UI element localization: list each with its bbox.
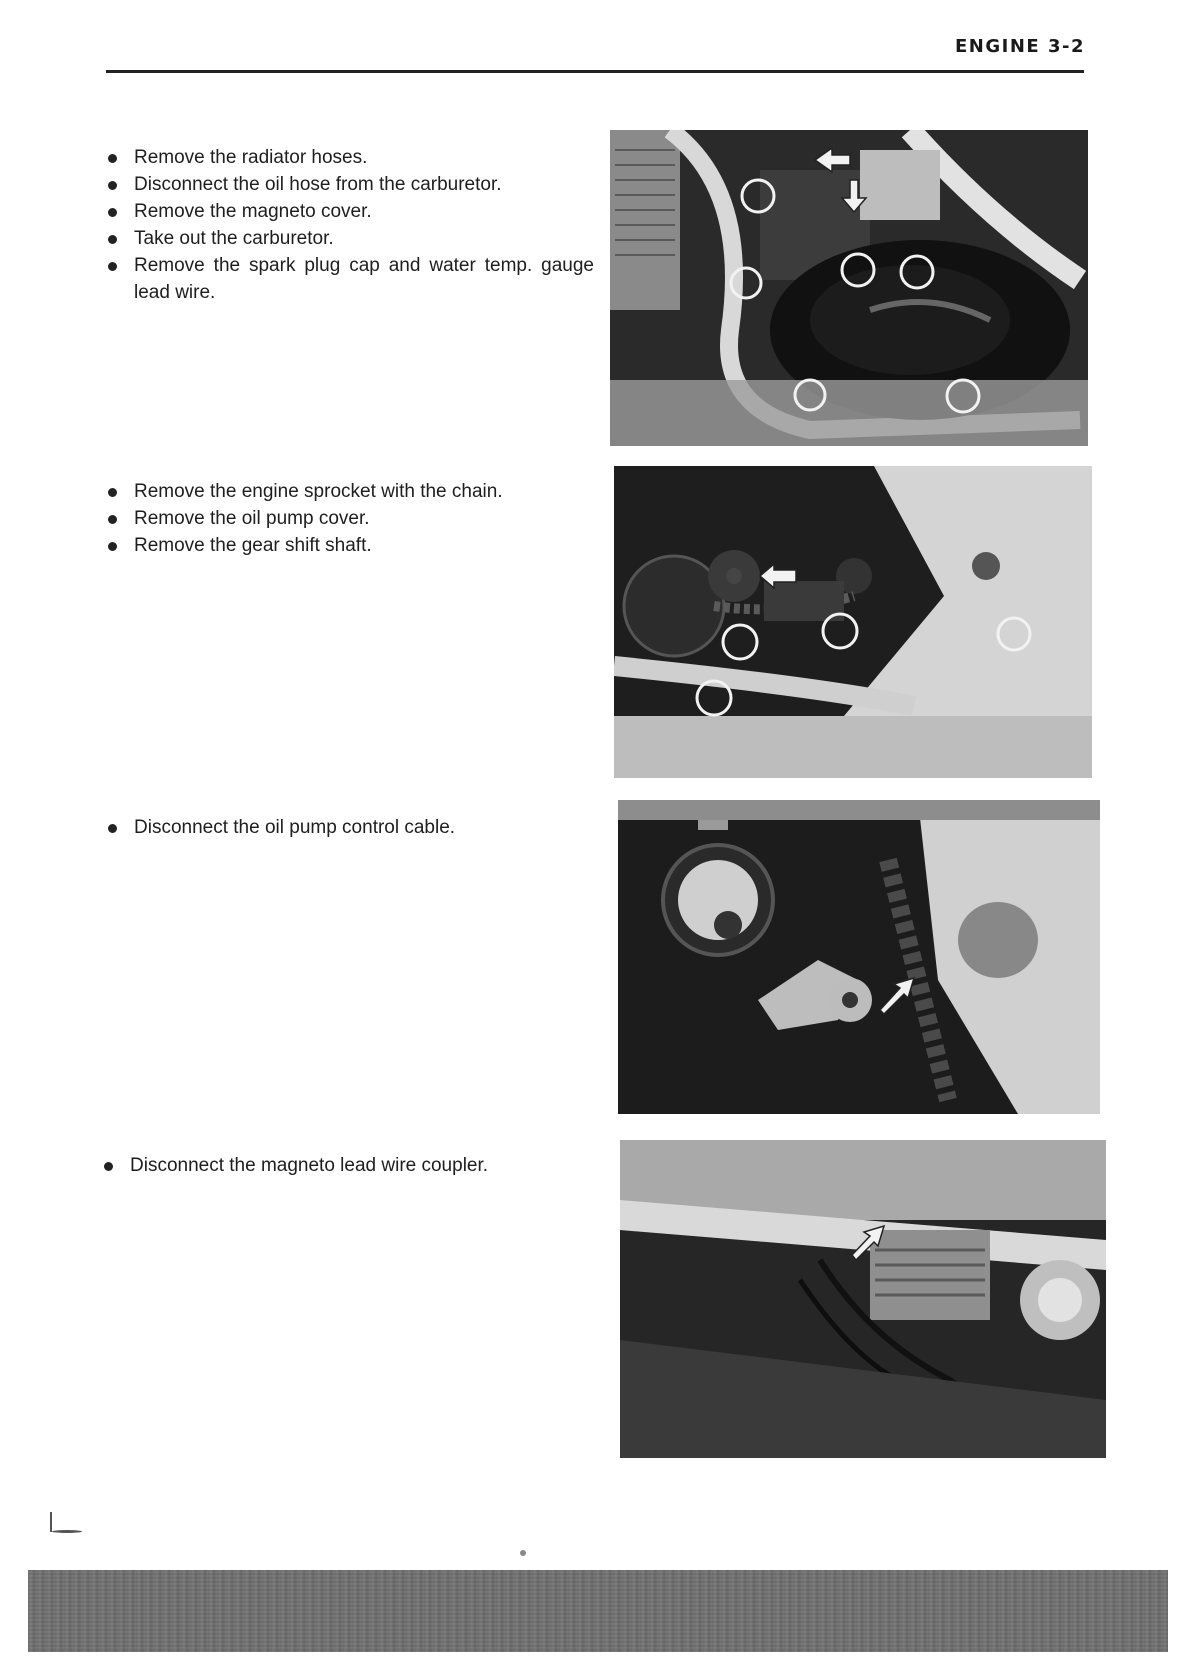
photo-oil-pump [618,800,1100,1114]
step-2-list [104,478,594,559]
header-rule [106,70,1084,73]
step-2-instructions [104,478,594,559]
list-item [104,252,594,306]
bullet-icon [108,515,117,524]
list-item [100,1152,590,1179]
list-item [104,814,594,841]
step-3-list [104,814,594,841]
list-item-text: Remove the magneto cover. [134,201,372,222]
scan-artifact [52,1530,82,1533]
bullet-icon [108,542,117,551]
list-item-text: Remove the engine sprocket with the chain. [134,481,503,502]
list-item [104,532,594,559]
list-item [104,171,594,198]
footer-scan-band [28,1570,1168,1652]
scan-artifact [520,1550,526,1556]
list-item [104,505,594,532]
scan-artifact [50,1512,52,1532]
photo-engine-sprocket [614,466,1092,778]
list-item-text: Disconnect the oil hose from the carburetor. [134,174,502,195]
bullet-icon [108,262,117,271]
list-item-text: Disconnect the oil pump control cable. [134,817,456,838]
list-item-text: Take out the carburetor. [134,228,334,249]
step-4-list [100,1152,590,1179]
bullet-icon [108,824,117,833]
list-item [104,144,594,171]
list-item-text: Disconnect the magneto lead wire coupler. [130,1155,489,1176]
bullet-icon [108,235,117,244]
photo-magneto-coupler [620,1140,1106,1458]
list-item-text: Remove the gear shift shaft. [134,535,372,556]
step-4-instructions [100,1152,590,1179]
step-3-instructions [104,814,594,841]
list-item [104,478,594,505]
page-header-label: ENGINE 3-2 [955,36,1085,57]
bullet-icon [108,488,117,497]
step-1-list [104,144,594,306]
bullet-icon [108,208,117,217]
bullet-icon [108,154,117,163]
photo-magneto-cover [610,130,1088,446]
bullet-icon [104,1162,113,1171]
step-1-instructions [104,144,594,306]
list-item [104,198,594,225]
list-item-text: Remove the spark plug cap and water temp. gauge lead wire. [134,255,594,303]
list-item [104,225,594,252]
list-item-text: Remove the oil pump cover. [134,508,370,529]
list-item-text: Remove the radiator hoses. [134,147,368,168]
bullet-icon [108,181,117,190]
